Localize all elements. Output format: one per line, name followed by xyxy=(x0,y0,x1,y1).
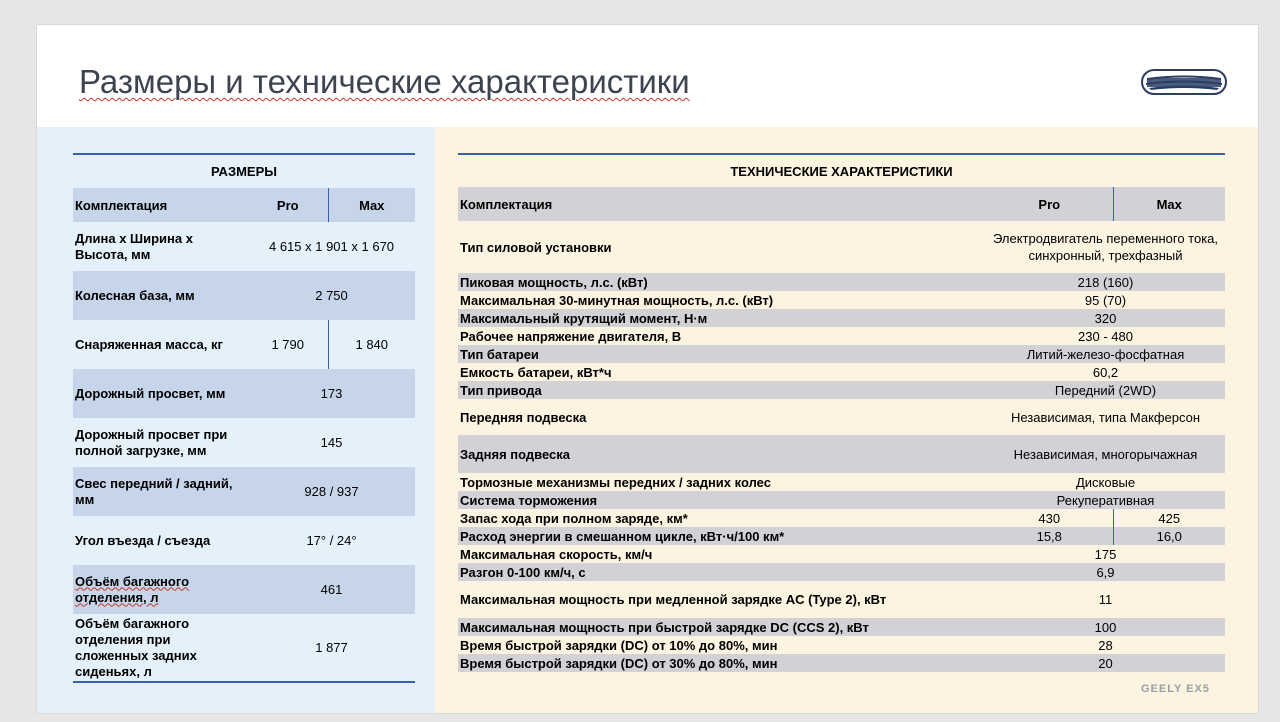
header-max: Max xyxy=(328,188,415,222)
row-value-max: 1 840 xyxy=(355,337,389,352)
row-value: 1 877 xyxy=(248,614,415,682)
dimensions-caption: РАЗМЕРЫ xyxy=(73,154,415,188)
row-value: 320 xyxy=(986,309,1225,327)
row-value: 230 - 480 xyxy=(1078,328,1133,344)
row-label: Рабочее напряжение двигателя, В xyxy=(460,328,682,344)
tech-table xyxy=(458,153,1225,672)
row-value-pro: 15,8 xyxy=(986,527,1113,545)
row-value: Передний (2WD) xyxy=(986,381,1225,399)
row-label: Время быстрой зарядки (DC) от 30% до 80%, мин xyxy=(458,654,986,672)
row-value-max: 16,0 xyxy=(1113,527,1225,545)
row-value: 17° / 24° xyxy=(306,533,357,548)
row-value: 218 (160) xyxy=(986,273,1225,291)
row-value: Литий-железо-фосфатная xyxy=(986,345,1225,363)
row-label: Расход энергии в смешанном цикле, кВт·ч/100 км* xyxy=(458,527,986,545)
geely-logo-icon xyxy=(1141,69,1227,95)
header-label: Комплектация xyxy=(458,187,986,221)
row-value-pro: 1 790 xyxy=(248,320,328,369)
row-value: 145 xyxy=(320,435,343,450)
row-value: Независимая, типа Макферсон xyxy=(1010,409,1201,425)
row-value: Электродвигатель переменного тока, синхронный, трехфазный xyxy=(992,231,1219,263)
row-value: Независимая, многорычажная xyxy=(986,435,1225,473)
row-value: Дисковые xyxy=(1075,474,1136,490)
row-label: Тип привода xyxy=(458,381,986,399)
row-value: 928 / 937 xyxy=(248,467,415,516)
row-label: Запас хода при полном заряде, км* xyxy=(460,510,688,526)
header-label: Комплектация xyxy=(73,188,248,222)
row-value: 28 xyxy=(1098,637,1113,653)
row-value: 100 xyxy=(986,618,1225,636)
row-value: 20 xyxy=(986,654,1225,672)
row-value: 461 xyxy=(248,565,415,614)
row-value: 11 xyxy=(1098,592,1113,607)
row-label: Угол въезда / съезда xyxy=(75,532,211,548)
row-label xyxy=(73,565,248,614)
tech-caption: ТЕХНИЧЕСКИЕ ХАРАКТЕРИСТИКИ xyxy=(458,154,1225,187)
row-value-max: 425 xyxy=(1158,510,1181,526)
row-value-pro: 430 xyxy=(986,509,1113,527)
row-label: Дорожный просвет при полной загрузке, мм xyxy=(75,426,228,458)
footer-brand: GEELY EX5 xyxy=(1141,683,1210,695)
row-label: Максимальная 30-минутная мощность, л.с. (кВт) xyxy=(460,292,774,308)
row-label: Пиковая мощность, л.с. (кВт) xyxy=(458,273,986,291)
row-value: 2 750 xyxy=(248,271,415,320)
row-label: Емкость батареи, кВт*ч xyxy=(460,364,612,380)
row-value: 6,9 xyxy=(986,563,1225,581)
row-label: Время быстрой зарядки (DC) от 10% до 80%, мин xyxy=(460,637,778,653)
row-label: Разгон 0-100 км/ч, с xyxy=(458,563,986,581)
row-value: 60,2 xyxy=(1092,364,1119,380)
slide xyxy=(36,24,1259,714)
row-label: Задняя подвеска xyxy=(458,435,986,473)
dimensions-table xyxy=(73,153,415,683)
header-pro: Pro xyxy=(986,187,1113,221)
header-pro: Pro xyxy=(248,188,328,222)
row-label: Снаряженная масса, кг xyxy=(75,336,223,352)
page-title: Размеры и технические характеристики xyxy=(79,63,690,100)
header-max: Max xyxy=(1113,187,1225,221)
row-label: Тип батареи xyxy=(458,345,986,363)
row-value: 4 615 х 1 901 х 1 670 xyxy=(268,239,395,254)
row-label: Тормозные механизмы передних / задних колес xyxy=(460,474,771,490)
row-label: Максимальная мощность при быстрой зарядке DC (CCS 2), кВт xyxy=(458,618,986,636)
row-label: Максимальный крутящий момент, Н·м xyxy=(458,309,986,327)
row-label: Тип силовой установки xyxy=(460,239,612,255)
row-label: Максимальная мощность при медленной зарядке AC (Type 2), кВт xyxy=(460,592,887,607)
row-label: Передняя подвеска xyxy=(460,409,587,425)
row-label: Максимальная скорость, км/ч xyxy=(460,546,653,562)
row-value: 95 (70) xyxy=(1084,292,1127,308)
row-value: 175 xyxy=(1094,546,1117,562)
row-label: Колесная база, мм xyxy=(73,271,248,320)
row-label-text: Объём багажного отделения, л xyxy=(75,573,190,605)
row-label: Дорожный просвет, мм xyxy=(73,369,248,418)
row-value: Рекуперативная xyxy=(986,491,1225,509)
row-label: Длина х Ширина х Высота, мм xyxy=(75,230,193,262)
row-value: 173 xyxy=(248,369,415,418)
row-label: Объём багажного отделения при сложенных задних сиденьях, л xyxy=(73,614,248,682)
row-label: Система торможения xyxy=(458,491,986,509)
row-label: Свес передний / задний, мм xyxy=(73,467,248,516)
